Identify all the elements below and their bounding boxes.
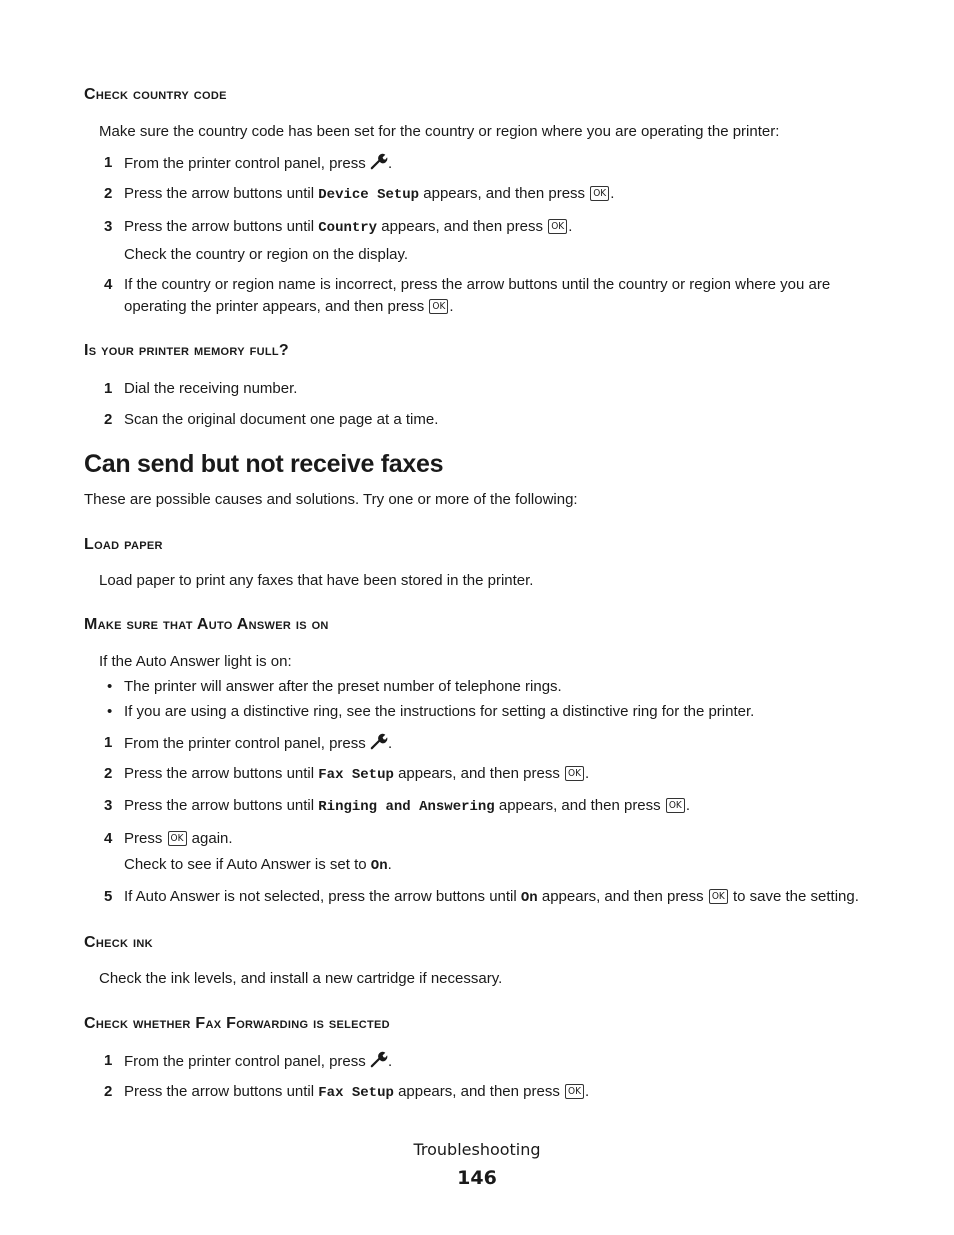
display-text: On xyxy=(520,890,538,906)
step-item xyxy=(104,152,884,175)
section-heading-check-ink: Check ink xyxy=(84,934,153,951)
step-item xyxy=(104,216,884,266)
check-ink-text: Check the ink levels, and install a new cartridge if necessary. xyxy=(99,970,503,987)
ok-key-icon: OK xyxy=(168,831,187,846)
list-item xyxy=(104,676,884,698)
step-text: appears, and then press xyxy=(398,1083,560,1100)
step-number: 4 xyxy=(104,830,113,847)
section-heading-check-country: Check country code xyxy=(84,86,227,103)
step-text: appears, and then press xyxy=(423,185,586,202)
load-paper-text: Load paper to print any faxes that have been stored in the printer. xyxy=(99,572,534,589)
step-text: Press xyxy=(124,830,163,847)
step-note: Check the country or region on the display. xyxy=(124,246,409,263)
page-number: 146 xyxy=(457,1167,497,1189)
ok-key-icon: OK xyxy=(709,889,728,904)
step-text: Press the arrow buttons until xyxy=(124,765,315,782)
bullet-text: If you are using a distinctive ring, see the instructions for setting a distinctive ring for the printer. xyxy=(124,703,755,720)
step-text: Press the arrow buttons until xyxy=(124,797,315,814)
ok-key-icon: OK xyxy=(666,798,685,813)
step-number: 5 xyxy=(104,888,113,905)
step-text-end: . xyxy=(387,735,393,752)
step-text: appears, and then press xyxy=(498,797,661,814)
ok-key-icon: OK xyxy=(548,219,567,234)
step-text: From the printer control panel, press xyxy=(124,735,366,752)
step-number: 2 xyxy=(104,1083,113,1100)
display-text: On xyxy=(370,858,388,874)
step-text: Press the arrow buttons until xyxy=(124,185,315,202)
step-number: 3 xyxy=(104,218,113,235)
list-item xyxy=(104,701,884,723)
step-text: Press the arrow buttons until xyxy=(124,218,315,235)
step-number: 3 xyxy=(104,797,113,814)
step-text: appears, and then press xyxy=(398,765,560,782)
section-heading-auto-answer: Make sure that Auto Answer is on xyxy=(84,616,329,633)
step-item xyxy=(104,795,884,818)
step-text-end: . xyxy=(585,765,590,782)
step-text-end: . xyxy=(685,797,690,814)
step-text-end: . xyxy=(449,298,454,315)
step-text-end: to save the setting. xyxy=(732,888,859,905)
step-text: If the country or region name is incorrect, press the arrow buttons until the country or region where you are operating the printer appears, and then press xyxy=(124,276,831,315)
step-item xyxy=(104,1050,884,1073)
step-text-end: . xyxy=(610,185,615,202)
bullet-icon: • xyxy=(107,678,113,695)
section-heading-load-paper: Load paper xyxy=(84,536,163,553)
display-text: Ringing and Answering xyxy=(318,799,495,815)
bullet-icon: • xyxy=(107,703,113,720)
section-heading-fax-forwarding: Check whether Fax Forwarding is selected xyxy=(84,1015,390,1032)
step-text-end: . xyxy=(387,1053,393,1070)
display-text: Fax Setup xyxy=(318,767,394,783)
ok-key-icon: OK xyxy=(565,1084,584,1099)
step-number: 1 xyxy=(104,1052,113,1069)
wrench-icon xyxy=(370,732,388,750)
step-number: 1 xyxy=(104,734,113,751)
step-text: If Auto Answer is not selected, press the arrow buttons until xyxy=(124,888,517,905)
step-number: 1 xyxy=(104,380,113,397)
step-item xyxy=(104,1081,884,1104)
step-text: Scan the original document one page at a time. xyxy=(124,411,439,428)
ok-key-icon: OK xyxy=(565,766,584,781)
step-number: 2 xyxy=(104,765,113,782)
page-section-title: Can send but not receive faxes xyxy=(84,450,444,478)
step-item xyxy=(104,378,884,400)
step-text: appears, and then press xyxy=(381,218,544,235)
step-text: From the printer control panel, press xyxy=(124,155,366,172)
step-item xyxy=(104,183,884,206)
ok-key-icon: OK xyxy=(429,299,448,314)
auto-answer-intro: If the Auto Answer light is on: xyxy=(99,653,292,670)
wrench-icon xyxy=(370,152,388,170)
wrench-icon xyxy=(370,1050,388,1068)
step-item xyxy=(104,886,884,909)
step-note-text: Check to see if Auto Answer is set to xyxy=(124,856,367,873)
step-text-end: . xyxy=(585,1083,590,1100)
display-text: Country xyxy=(318,220,378,236)
step-item xyxy=(104,763,884,786)
check-country-intro: Make sure the country code has been set for the country or region where you are operating the printer: xyxy=(99,123,780,140)
step-item xyxy=(104,274,884,318)
display-text: Device Setup xyxy=(318,187,420,203)
step-note xyxy=(124,854,884,877)
display-text: Fax Setup xyxy=(318,1085,394,1101)
step-text-end: . xyxy=(387,155,393,172)
step-number: 2 xyxy=(104,185,113,202)
step-number: 1 xyxy=(104,154,113,171)
step-number: 4 xyxy=(104,276,113,293)
cannot-receive-intro: These are possible causes and solutions. Try one or more of the following: xyxy=(84,491,578,508)
step-text-end: . xyxy=(568,218,573,235)
step-number: 2 xyxy=(104,411,113,428)
step-text: Dial the receiving number. xyxy=(124,380,298,397)
step-item xyxy=(104,828,884,877)
step-text-end: again. xyxy=(191,830,233,847)
step-item xyxy=(104,732,884,755)
step-text: Press the arrow buttons until xyxy=(124,1083,315,1100)
step-text: From the printer control panel, press xyxy=(124,1053,366,1070)
step-text: appears, and then press xyxy=(541,888,704,905)
footer-chapter-label: Troubleshooting xyxy=(413,1140,541,1159)
step-item xyxy=(104,409,884,431)
bullet-text: The printer will answer after the preset number of telephone rings. xyxy=(124,678,562,695)
section-heading-memory-full: Is your printer memory full? xyxy=(84,342,289,359)
ok-key-icon: OK xyxy=(590,186,609,201)
step-note-end: . xyxy=(387,856,392,873)
